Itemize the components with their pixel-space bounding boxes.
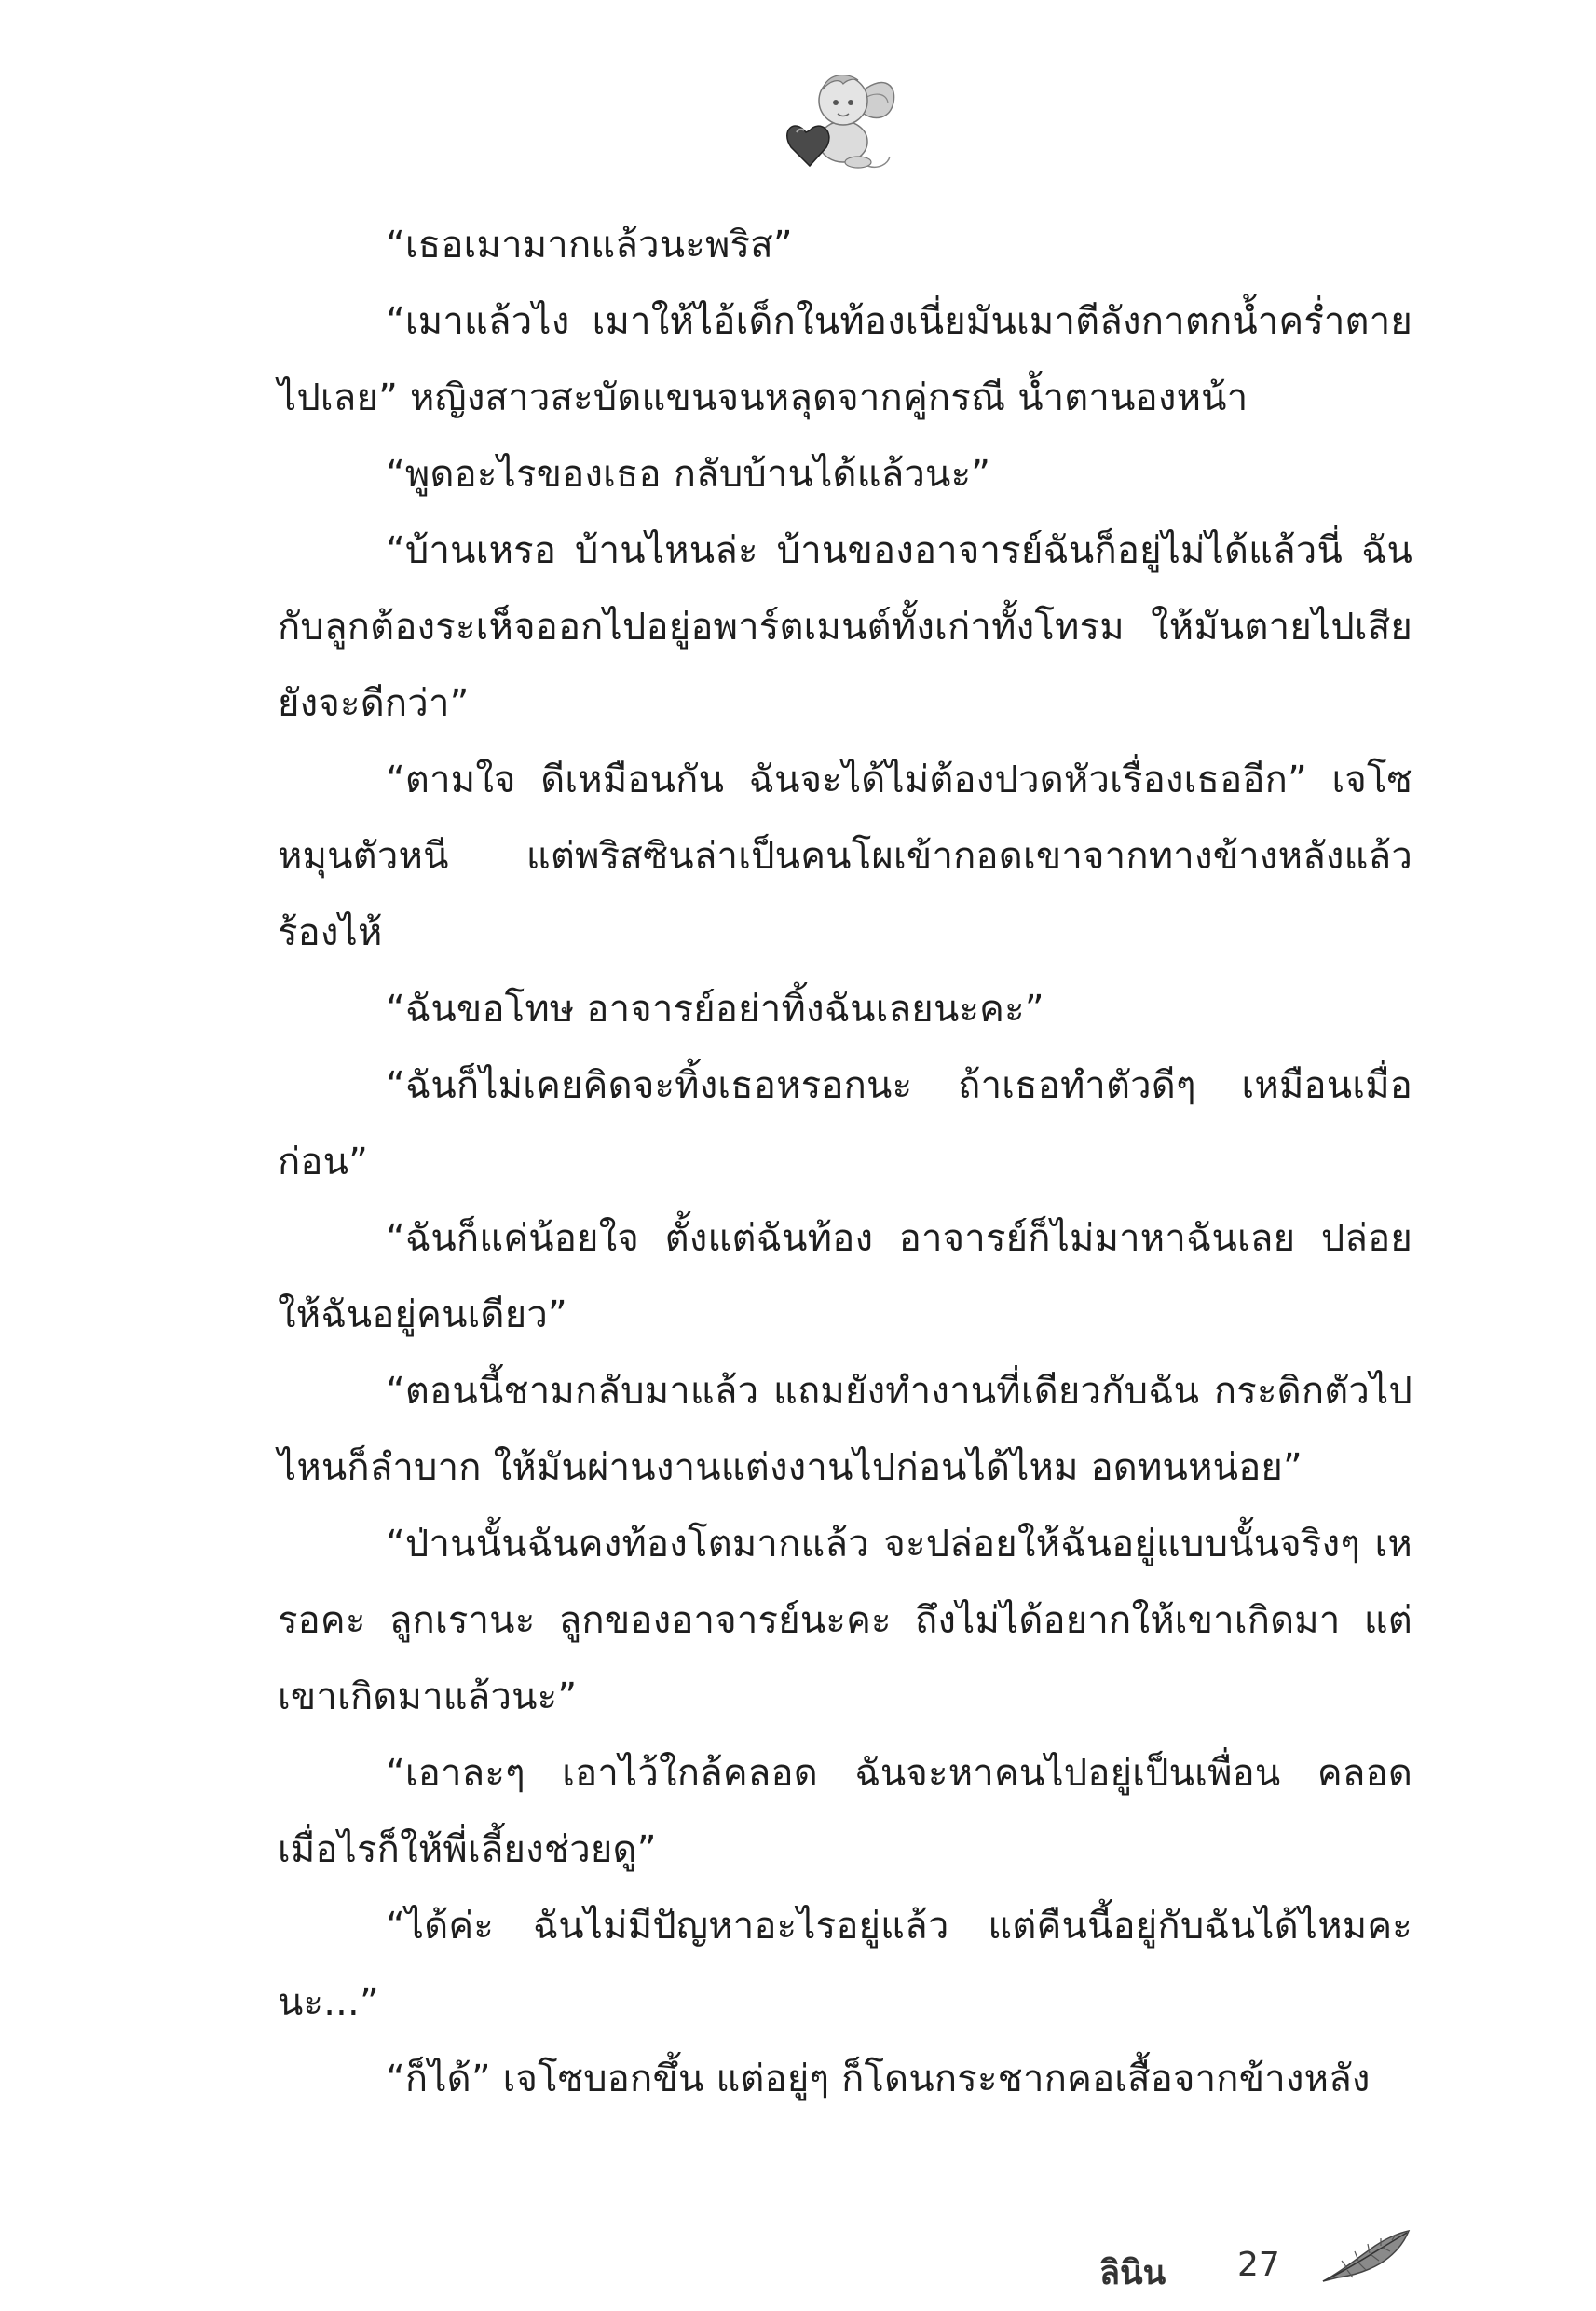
paragraph: “ป่านนั้นฉันคงท้องโตมากแล้ว จะปล่อยให้ฉันอยู่แบบนั้นจริงๆ เหรอคะ ลูกเรานะ ลูกของอาจารย์นะคะ ถึงไม่ได้อยากให้เขาเกิดมา แต่เขาเกิดมาแล้วนะ”: [278, 1523, 1412, 1718]
cherub-holding-heart-icon: [778, 65, 899, 177]
page-number: 27: [1237, 2246, 1280, 2284]
page-footer: [1099, 2246, 1416, 2302]
paragraph: “บ้านเหรอ บ้านไหนล่ะ บ้านของอาจารย์ฉันก็อยู่ไม่ได้แล้วนี่ ฉันกับลูกต้องระเห็จออกไปอยู่อพาร์ตเมนต์ทั้งเก่าทั้งโทรม ให้มันตายไปเสียยังจะดีกว่า”: [278, 529, 1412, 725]
book-title: ลินิน: [1099, 2254, 1166, 2292]
feather-quill-icon: [1319, 2227, 1412, 2285]
paragraph: “ตอนนี้ชามกลับมาแล้ว แถมยังทำงานที่เดียวกับฉัน กระดิกตัวไปไหนก็ลำบาก ให้มันผ่านงานแต่งงานไปก่อนได้ไหม อดทนหน่อย”: [278, 1370, 1412, 1489]
paragraph: “ได้ค่ะ ฉันไม่มีปัญหาอะไรอยู่แล้ว แต่คืนนี้อยู่กับฉันได้ไหมคะ นะ...”: [278, 1905, 1412, 2024]
paragraph: “พูดอะไรของเธอ กลับบ้านได้แล้วนะ”: [386, 453, 991, 496]
paragraph: “ตามใจ ดีเหมือนกัน ฉันจะได้ไม่ต้องปวดหัวเรื่องเธออีก” เจโซหมุนตัวหนี แต่พริสซินล่าเป็นคนโผเข้ากอดเขาจากทางข้างหลังแล้วร้องไห้: [278, 759, 1412, 954]
paragraph: “ฉันก็แค่น้อยใจ ตั้งแต่ฉันท้อง อาจารย์ก็ไม่มาหาฉันเลย ปล่อยให้ฉันอยู่คนเดียว”: [278, 1217, 1412, 1336]
paragraph: “เมาแล้วไง เมาให้ไอ้เด็กในท้องเนี่ยมันเมาตีลังกาตกน้ำคร่ำตายไปเลย” หญิงสาวสะบัดแขนจนหลุดจากคู่กรณี น้ำตานองหน้า: [278, 300, 1412, 419]
body-text: [278, 207, 1412, 2117]
paragraph: “ฉันก็ไม่เคยคิดจะทิ้งเธอหรอกนะ ถ้าเธอทำตัวดีๆ เหมือนเมื่อก่อน”: [278, 1064, 1412, 1183]
paragraph: “เอาละๆ เอาไว้ใกล้คลอด ฉันจะหาคนไปอยู่เป็นเพื่อน คลอดเมื่อไรก็ให้พี่เลี้ยงช่วยดู”: [278, 1752, 1412, 1871]
paragraph: “ฉันขอโทษ อาจารย์อย่าทิ้งฉันเลยนะคะ”: [386, 988, 1044, 1031]
paragraph: “เธอเมามากแล้วนะพริส”: [386, 224, 793, 267]
paragraph: “ก็ได้” เจโซบอกขึ้น แต่อยู่ๆ ก็โดนกระชากคอเสื้อจากข้างหลัง: [386, 2058, 1371, 2100]
